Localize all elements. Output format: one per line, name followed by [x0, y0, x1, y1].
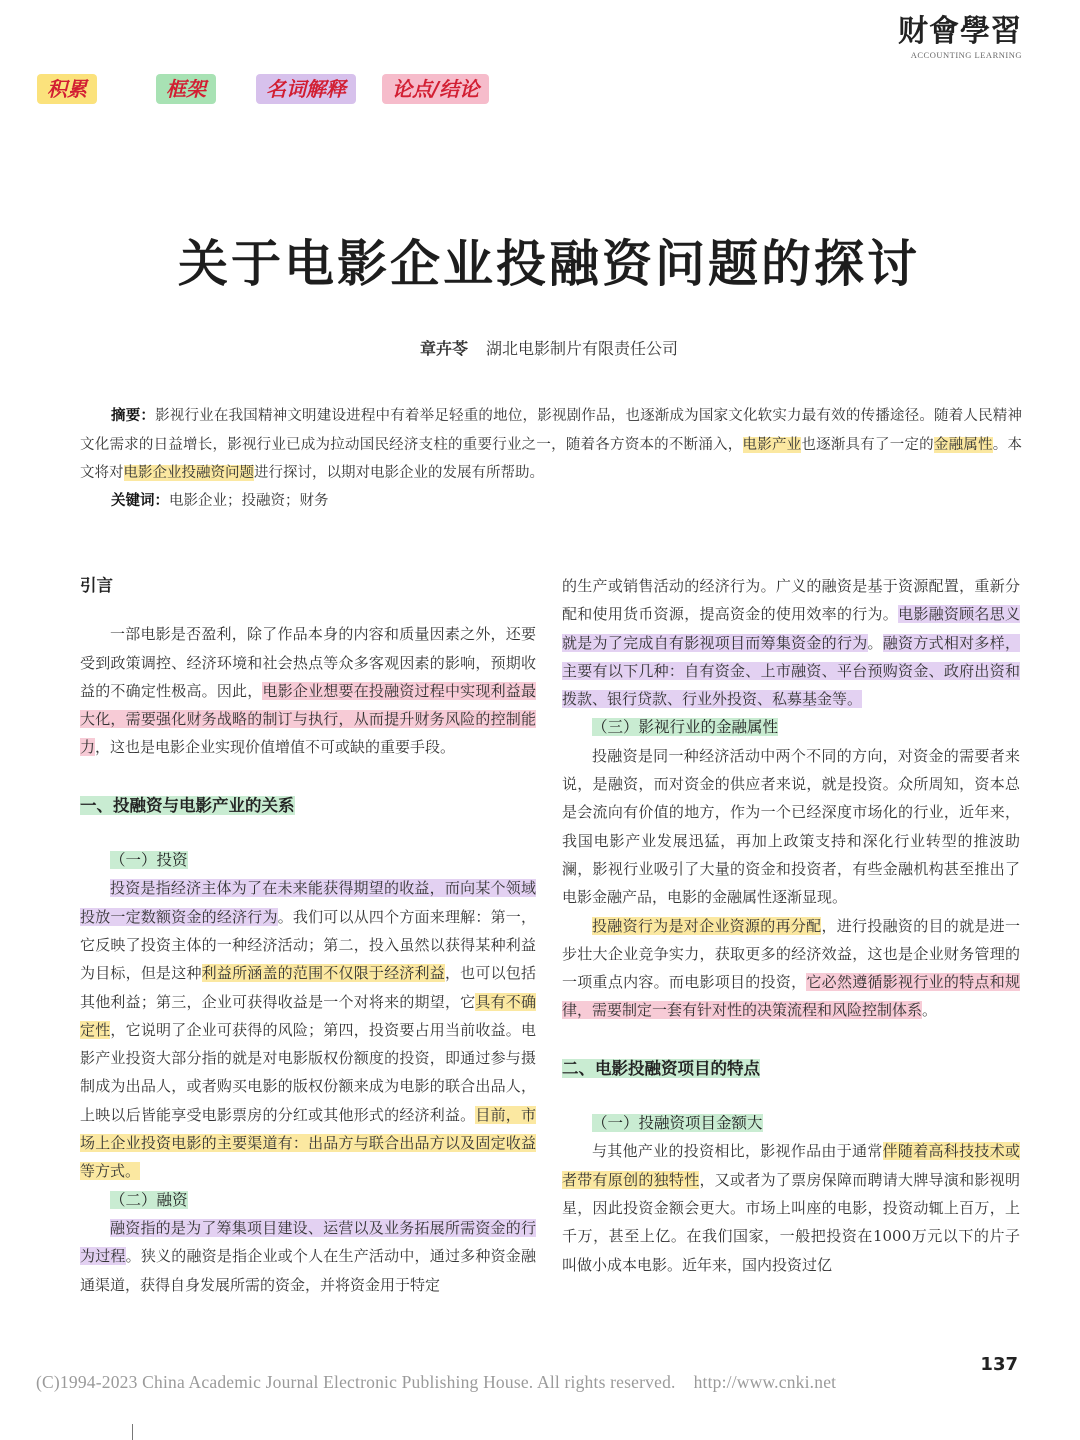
- paragraph: [562, 1137, 1020, 1278]
- text: ，也可以包括其他利益；第三，企业可获得收益是一个对将来的期望，它: [80, 964, 536, 1011]
- highlight: 电影企业想要在投融资过程中实现利益最大化，需要强化财务战略的制订与执行，从而提升财务风险的控制能力: [80, 681, 536, 757]
- text: 一部电影是否盈利，除了作品本身的内容和质量因素之外，还要受到政策调控、经济环境和社会热点等众多客观因素的影响，预期收益的不确定性极高。因此，: [80, 625, 536, 700]
- highlight: 伴随着高科技技术或者带有原创的独特性: [562, 1142, 1020, 1189]
- section-heading-1: 一、投融资与电影产业的关系: [80, 795, 295, 815]
- page-number: 137: [980, 1354, 1018, 1375]
- legend-tag-framework: 框架: [156, 74, 216, 104]
- abstract-text: 。本文将对: [80, 436, 1023, 481]
- highlight: 融资指的是为了筹集项目建设、运营以及业务拓展所需资金的行为过程: [80, 1218, 536, 1266]
- legend-tag-accumulate: 积累: [37, 74, 97, 104]
- left-column: [80, 572, 536, 1299]
- paragraph: [80, 874, 536, 1185]
- highlight: 目前，市场上企业投资电影的主要渠道有：出品方与联合出品方以及固定收益等方式。: [80, 1105, 536, 1181]
- article-title: 关于电影企业投融资问题的探讨: [178, 235, 920, 293]
- brand-logo: [898, 14, 1022, 60]
- text: ，又或者为了票房保障而聘请大牌导演和影视明星，因此投资金额会更大。市场上叫座的电影，投资动辄上百万，上千万，甚至上亿。在我们国家，一般把投资在1000万元以下的片子叫做小成本电影。近年来，国内投资过亿: [562, 1170, 1020, 1274]
- copyright-text: (C)1994-2023 China Academic Journal Electronic Publishing House. All rights reserved.: [36, 1372, 676, 1392]
- right-column: [562, 572, 1020, 1279]
- subsection-heading-financing: （二）融资: [110, 1190, 188, 1209]
- legend-tag-arguments: 论点/结论: [382, 74, 489, 104]
- highlight: 投资是指经济主体为了在未来能获得期望的收益，而向某个领域投放一定数额资金的经济行为: [80, 879, 536, 926]
- subsection-heading-investment: （一）投资: [110, 851, 188, 870]
- abstract-label: 摘要：: [111, 408, 156, 424]
- text: 。狭义的融资是指企业或个人在生产活动中，通过多种资金融通渠道，获得自身发展所需的资金，并将资金用于特定: [80, 1247, 536, 1294]
- highlight: 电影产业: [742, 436, 802, 453]
- highlight: 投融资行为是对企业资源的再分配: [592, 916, 822, 935]
- keywords-text: 电影企业；投融资；财务: [169, 493, 329, 509]
- author-name: 章卉苓: [419, 339, 468, 358]
- paragraph: [80, 1214, 536, 1299]
- highlight: 利益所涵盖的范围不仅限于经济利益: [201, 964, 445, 983]
- highlight: 电影融资顾名思义就是为了完成自有影视项目而筹集资金的行为: [562, 605, 1020, 652]
- brand-subtitle: ACCOUNTING LEARNING: [910, 50, 1022, 60]
- legend-tag-terms: 名词解释: [256, 74, 356, 104]
- text: 。: [867, 633, 883, 652]
- brand-name: 财會學習: [898, 14, 1022, 49]
- keywords-label: 关键词：: [111, 493, 169, 509]
- highlight: 具有不确定性: [80, 992, 536, 1039]
- paragraph: [562, 572, 1020, 713]
- paragraph: [562, 912, 1020, 1025]
- highlight: 融资方式相对多样，主要有以下几种：自有资金、上市融资、平台预购资金、政府出资和拨款、银行贷款、行业外投资、私募基金等。: [562, 633, 1020, 709]
- cnki-url: http://www.cnki.net: [693, 1372, 837, 1392]
- text: 的生产或销售活动的经济行为。广义的融资是基于资源配置，重新分配和使用货币资源，提高资金的使用效率的行为。: [562, 577, 1020, 624]
- abstract-text: 也逐渐具有了一定的: [801, 436, 934, 453]
- text: 投融资是同一种经济活动中两个不同的方向，对资金的需要者来说，是融资，而对资金的供应者来说，就是投资。众所周知，资本总是会流向有价值的地方，作为一个已经深度市场化的行业，近年来，我国电影产业发展迅猛，再加上政策支持和深化行业转型的推波助澜，影视行业吸引了大量的资金和投资者，有些金融机构甚至推出了电影金融产品，电影的金融属性逐渐显现。: [562, 746, 1020, 907]
- highlight: 电影企业投融资问题: [123, 465, 254, 481]
- text: 与其他产业的投资相比，影视作品由于通常: [592, 1142, 883, 1161]
- abstract: [80, 402, 1022, 488]
- text: ，这也是电影企业实现价值增值不可或缺的重要手段。: [95, 738, 456, 757]
- page-edge-mark: [132, 1424, 133, 1440]
- abstract-text: 进行探讨，以期对电影企业的发展有所帮助。: [254, 465, 544, 481]
- paragraph: [562, 742, 1020, 912]
- section-heading-intro: 引言: [80, 576, 113, 595]
- author-affiliation: 湖北电影制片有限责任公司: [486, 339, 679, 358]
- author-line: [0, 336, 1080, 359]
- text: ，进行投融资的目的就是进一步壮大企业竞争实力，获取更多的经济效益，这也是企业财务管理的一项重点内容。而电影项目的投资，: [562, 916, 1020, 992]
- abstract-text: 影视行业在我国精神文明建设进程中有着举足轻重的地位，影视剧作品，也逐渐成为国家文化软实力最有效的传播途径。随着人民精神文化需求的日益增长，影视行业已成为拉动国民经济支柱的重要行业之一，随着各方资本的不断涌入，: [80, 408, 1022, 453]
- highlight: 金融属性: [933, 436, 993, 453]
- highlight: 它必然遵循影视行业的特点和规律，需要制定一套有针对性的决策流程和风险控制体系: [562, 973, 1020, 1020]
- copyright-line: [36, 1372, 836, 1393]
- subsection-heading-financial-attribute: （三）影视行业的金融属性: [592, 718, 779, 737]
- text: 。我们可以从四个方面来理解：第一，它反映了投资主体的一种经济活动；第二，投入虽然以获得某种利益为目标，但是这种: [80, 907, 536, 983]
- text: ，它说明了企业可获得的风险；第四，投资要占用当前收益。电影产业投资大部分指的就是对电影版权份额度的投资，即通过参与摄制成为出品人，或者购买电影的版权份额来成为电影的联合出品人，上映以后皆能享受电影票房的分红或其他形式的经济利益。: [80, 1020, 536, 1124]
- section-heading-2: 二、电影投融资项目的特点: [562, 1058, 760, 1078]
- subsection-heading-amount: （一）投融资项目金额大: [592, 1114, 763, 1133]
- paragraph: [80, 620, 536, 761]
- text: 。: [922, 1001, 938, 1020]
- keywords: [111, 488, 329, 514]
